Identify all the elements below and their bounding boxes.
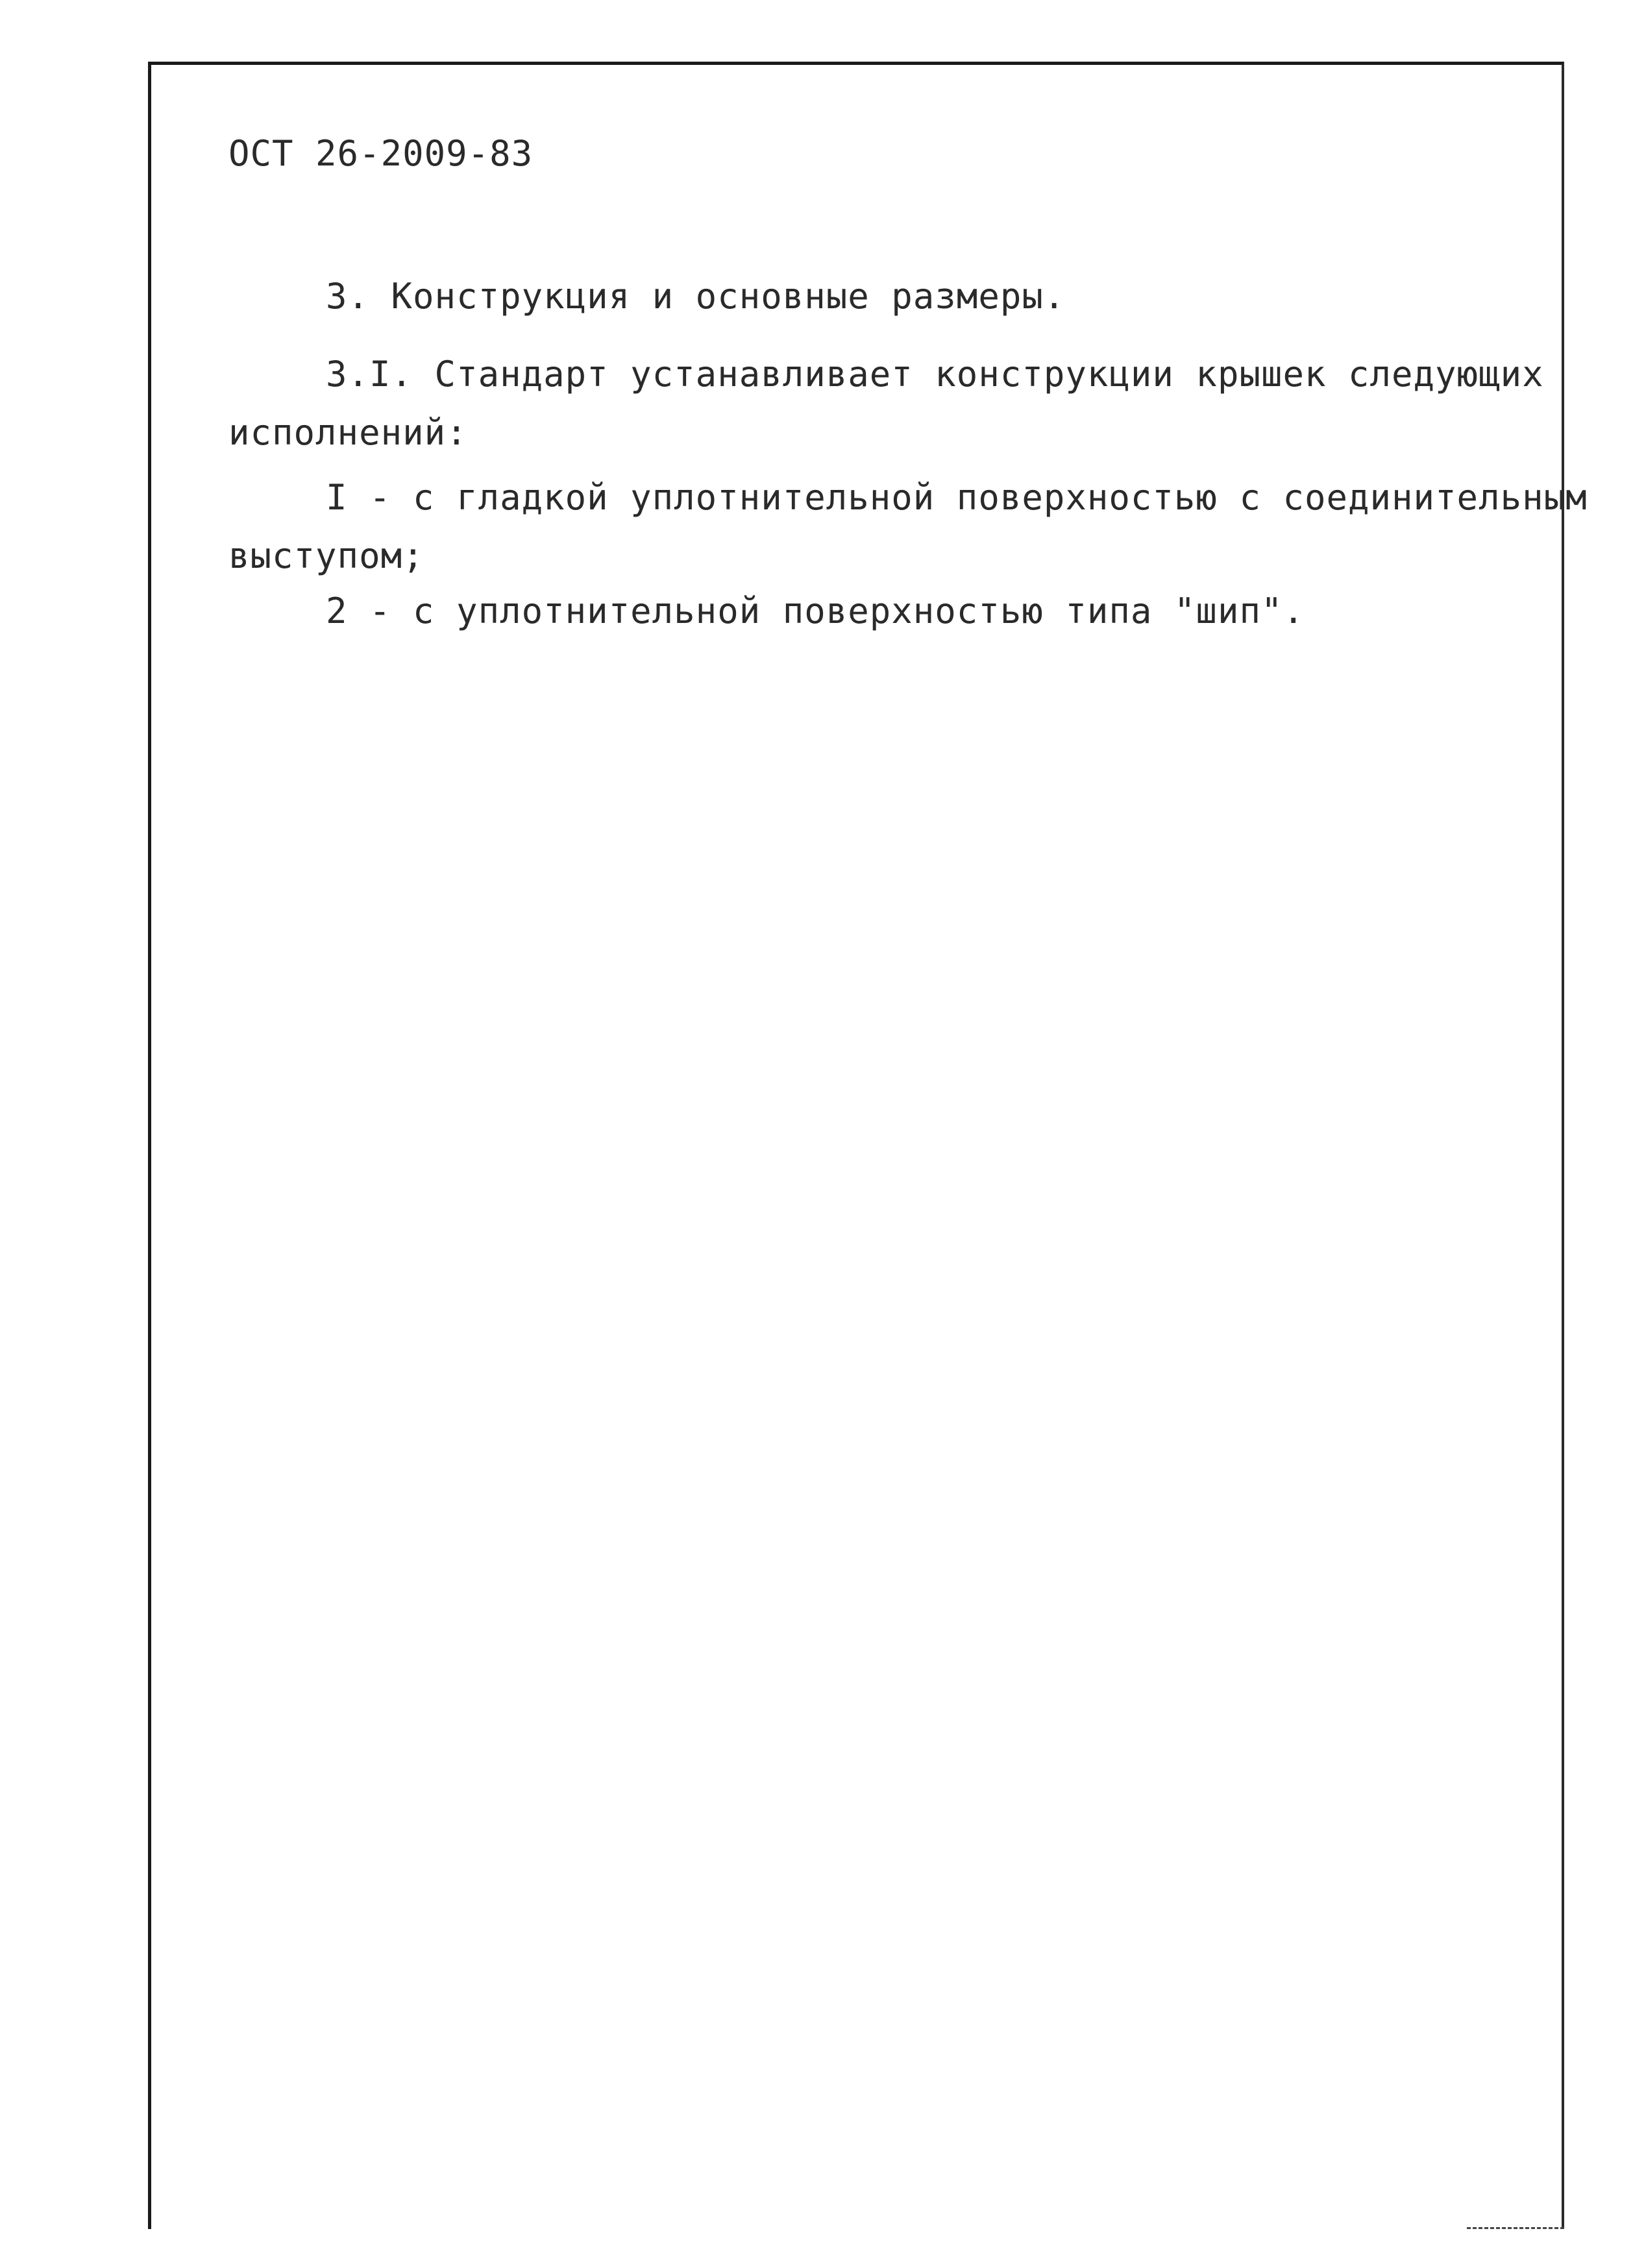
- section-heading: 3. Конструкция и основные размеры.: [326, 276, 1066, 317]
- page-corner-mark: [1467, 2227, 1564, 2229]
- item-1-line-1: I - с гладкой уплотнительной поверхностью с соединительным: [326, 477, 1588, 518]
- item-1-line-2: выступом;: [228, 535, 424, 576]
- document-code: ОСТ 26-2009-83: [228, 133, 534, 174]
- paragraph-3-1-line-2: исполнений:: [228, 412, 468, 453]
- paragraph-3-1-line-1: 3.I. Стандарт устанавливает конструкции крышек следующих: [326, 354, 1544, 395]
- item-2: 2 - с уплотнительной поверхностью типа "шип".: [326, 591, 1305, 631]
